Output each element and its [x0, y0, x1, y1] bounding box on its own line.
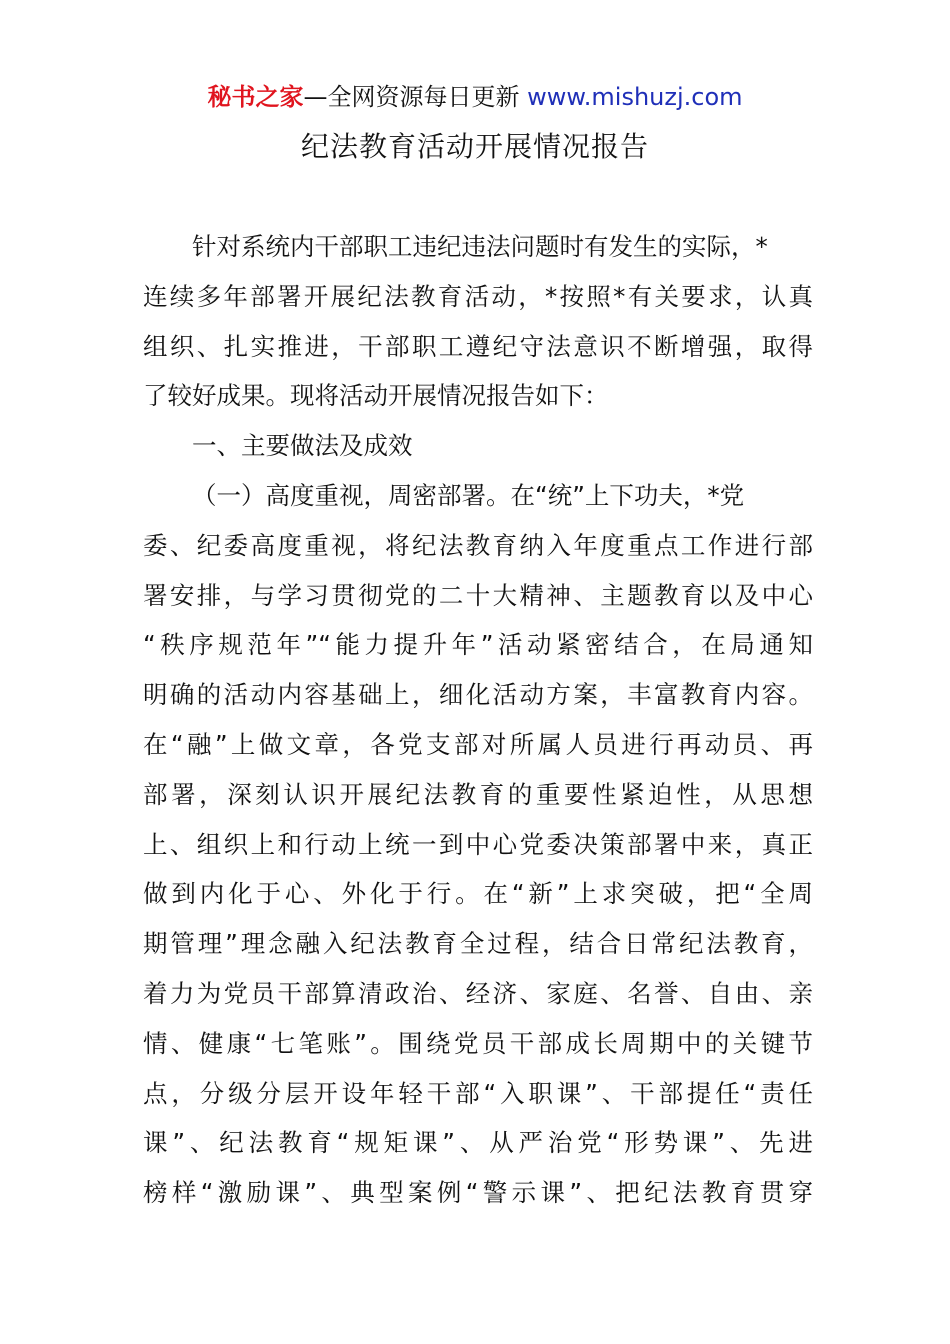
paragraph-line: “秩序规范年”“能力提升年”活动紧密结合，在局通知: [143, 630, 813, 660]
document-title: 纪法教育活动开展情况报告: [300, 130, 649, 163]
paragraph-line: 部署，深刻认识开展纪法教育的重要性紧迫性，从思想: [143, 779, 813, 809]
paragraph-line: 着力为党员干部算清政治、经济、家庭、名誉、自由、亲: [143, 978, 813, 1008]
paragraph-line: 组织、扎实推进，干部职工遵纪守法意识不断增强，取得: [143, 331, 813, 361]
paragraph-line: 委、纪委高度重视，将纪法教育纳入年度重点工作进行部: [143, 530, 813, 560]
site-brand-name: 秘书之家: [207, 83, 304, 111]
paragraph-line: 点，分级分层开设年轻干部“入职课”、干部提任“责任: [143, 1078, 813, 1108]
site-url-link[interactable]: www.mishuzj.com: [527, 83, 743, 111]
paragraph-line: 了较好成果。现将活动开展情况报告如下：: [143, 381, 609, 411]
paragraph-line: 明确的活动内容基础上，细化活动方案，丰富教育内容。: [143, 680, 813, 710]
document-body: [143, 222, 813, 1218]
paragraph-line: 针对系统内干部职工违纪违法问题时有发生的实际，*: [192, 232, 768, 261]
site-header: [0, 80, 950, 114]
site-slogan: —全网资源每日更新: [303, 83, 520, 111]
paragraph-line: 署安排，与学习贯彻党的二十大精神、主题教育以及中心: [143, 580, 813, 610]
paragraph-line: 做到内化于心、外化于行。在“新”上求突破，把“全周: [143, 879, 813, 909]
paragraph-line: 情、健康“七笔账”。围绕党员干部成长周期中的关键节: [143, 1028, 813, 1058]
paragraph-line: 榜样“激励课”、典型案例“警示课”、把纪法教育贯穿: [143, 1178, 813, 1208]
section-heading: 一、主要做法及成效: [192, 431, 413, 461]
paragraph-line: 连续多年部署开展纪法教育活动，*按照*有关要求，认真: [143, 281, 813, 311]
paragraph-line: 上、组织上和行动上统一到中心党委决策部署中来，真正: [143, 829, 813, 859]
paragraph-line: （一）高度重视，周密部署。在“统”上下功夫，*党: [192, 480, 745, 510]
paragraph-line: 期管理”理念融入纪法教育全过程，结合日常纪法教育，: [143, 929, 813, 959]
paragraph-line: 课”、纪法教育“规矩课”、从严治党“形势课”、先进: [143, 1128, 813, 1158]
paragraph-line: 在“融”上做文章，各党支部对所属人员进行再动员、再: [143, 729, 813, 759]
